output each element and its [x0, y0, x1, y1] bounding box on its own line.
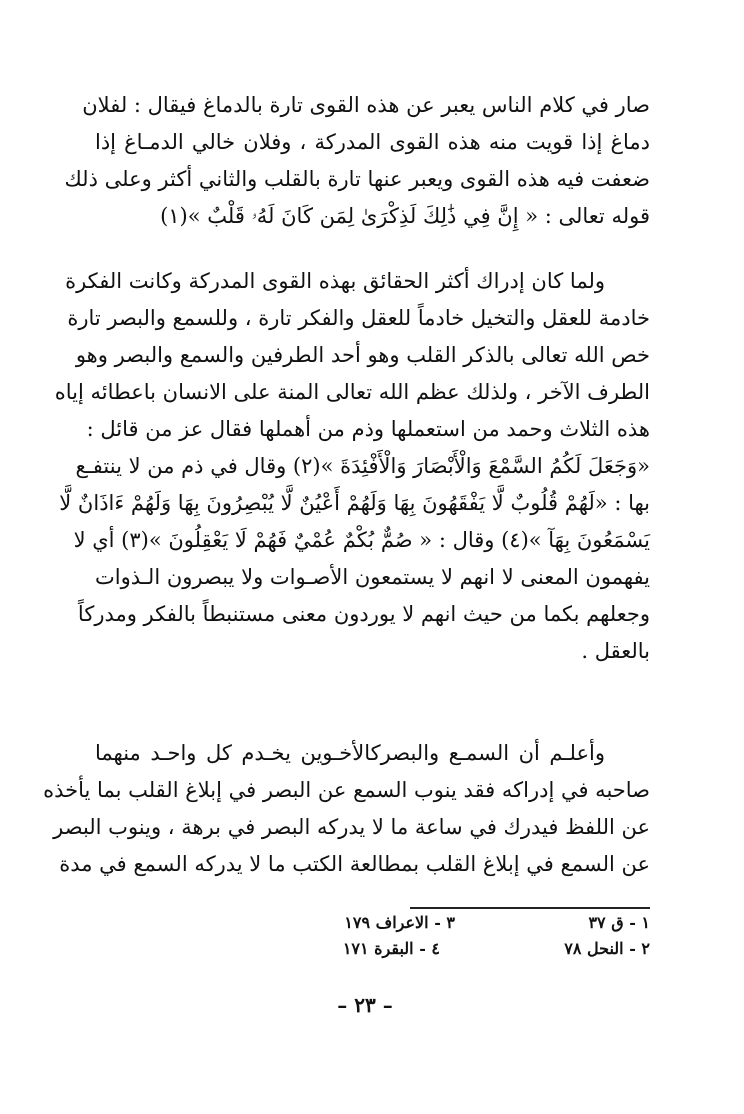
text-line: يفهمون المعنى لا انهم لا يستمعون الأصـوات ولا يبصرون الـذوات: [95, 565, 650, 589]
footnote-1: ١ - ق ٣٧: [588, 913, 650, 932]
paragraph-1: [64, 87, 650, 235]
paragraph-2: [54, 263, 650, 670]
text-line: وجعلهم بكما من حيث انهم لا يوردون معنى مستنبطاً بالفكر ومدركاً: [77, 602, 650, 626]
text-line: «وَجَعَلَ لَكُمُ السَّمْعَ وَالْأَبْصَارَ وَالْأَفْئِدَةَ »(٢) وقال في ذم من لا ينتفـع: [75, 454, 650, 478]
text-line: عن اللفظ فيدرك في ساعة ما لا يدركه البصر في برهة ، وينوب البصر: [53, 815, 650, 839]
text-line: بالعقل .: [581, 639, 650, 663]
text-line: عن السمع في إبلاغ القلب بمطالعة الكتب ما لا يدركه السمع في مدة: [59, 852, 650, 876]
text-line: خادمة للعقل والتخيل خادماً للعقل والفكر تارة ، وللسمع والبصر تارة: [67, 306, 650, 330]
text-line: ولما كان إدراك أكثر الحقائق بهذه القوى المدركة وكانت الفكرة: [65, 269, 605, 293]
text-line: بها : «لَهُمْ قُلُوبٌ لَّا يَفْقَهُونَ بِهَا وَلَهُمْ أَعْيُنٌ لَّا يُبْصِرُونَ بِهَا وَلَهُمْ ءَاذَانٌ لَّا: [59, 491, 650, 515]
text-line: يَسْمَعُونَ بِهَآ »(٤) وقال : « صُمٌّ بُكْمٌ عُمْيٌ فَهُمْ لَا يَعْقِلُونَ »(٣) أي لا: [73, 528, 650, 552]
page-number: – ٢٣ –: [337, 993, 393, 1017]
text-line: دماغ إذا قويت منه هذه القوى المدركة ، وفلان خالي الدمـاغ إذا: [95, 130, 650, 154]
text-line: صاحبه في إدراكه فقد ينوب السمع عن البصر في إبلاغ القلب بما يأخذه: [43, 778, 650, 802]
footnote-4: ٤ - البقرة ١٧١: [342, 939, 440, 958]
text-line: هذه الثلاث وحمد من استعملها وذم من أهملها فقال عز من قائل :: [86, 417, 650, 441]
text-line: الطرف الآخر ، ولذلك عظم الله تعالى المنة على الانسان باعطائه إياه: [54, 380, 650, 404]
paragraph-3: [43, 735, 650, 883]
footnote-3: ٣ - الاعراف ١٧٩: [344, 913, 455, 932]
text-line: صار في كلام الناس يعبر عن هذه القوى تارة بالدماغ فيقال : لفلان: [82, 93, 650, 117]
text-line: وأعلـم أن السمـع والبصركالأخـوين يخـدم كل واحـد منهما: [95, 741, 605, 765]
text-line: قوله تعالى : « إِنَّ فِي ذَٰلِكَ لَذِكْرَىٰ لِمَن كَانَ لَهُۥ قَلْبٌ »(١): [160, 204, 650, 228]
footnote-2: ٢ - النحل ٧٨: [564, 939, 650, 958]
text-line: خص الله تعالى بالذكر القلب وهو أحد الطرفين والسمع والبصر وهو: [75, 343, 650, 367]
text-line: ضعفت فيه هذه القوى ويعبر عنها تارة بالقلب والثاني أكثر وعلى ذلك: [64, 167, 650, 191]
footnote-divider: [410, 907, 650, 909]
